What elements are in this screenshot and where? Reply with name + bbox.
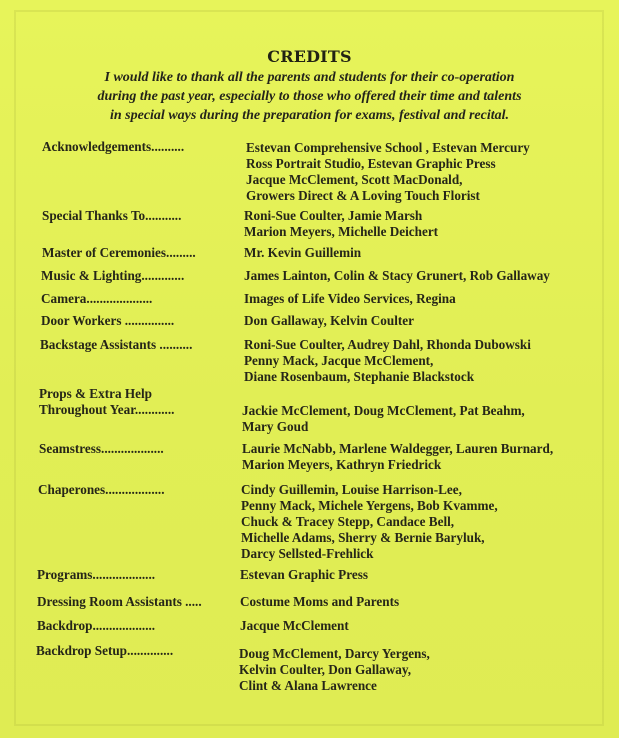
credit-name-line: Diane Rosenbaum, Stephanie Blackstock (244, 369, 475, 384)
credit-name-line: Growers Direct & A Loving Touch Florist (246, 188, 480, 203)
credit-names (242, 403, 525, 435)
credit-names (242, 441, 553, 473)
intro-line: in special ways during the preparation for exams, festival and recital. (109, 108, 509, 123)
credit-seamstress (39, 441, 609, 473)
credit-label: Chaperones.................. (38, 482, 165, 497)
credit-name-line: Cindy Guillemin, Louise Harrison-Lee, (241, 482, 462, 497)
intro-line: during the past year, especially to those who offered their time and talents (97, 89, 522, 104)
credit-label: Props & Extra Help (39, 386, 152, 401)
credit-label: Throughout Year............ (39, 402, 175, 417)
credit-music-lighting (41, 268, 601, 284)
credit-names (241, 482, 498, 562)
credit-backstage-assistants (40, 337, 600, 385)
credit-name-line: Penny Mack, Michele Yergens, Bob Kvamme, (241, 498, 498, 513)
credit-label: Master of Ceremonies......... (42, 245, 196, 260)
credit-name-line: Ross Portrait Studio, Estevan Graphic Press (246, 156, 496, 171)
credit-name-line: Marion Meyers, Kathryn Friedrick (242, 457, 442, 472)
credit-names (239, 646, 430, 694)
credit-name-line: Penny Mack, Jacque McClement, (244, 353, 434, 368)
credit-name-line: Jacque McClement (240, 618, 349, 633)
intro-line: I would like to thank all the parents and students for their co-operation (104, 70, 515, 85)
credit-name-line: Michelle Adams, Sherry & Bernie Baryluk, (241, 530, 485, 545)
credit-door-workers (41, 313, 601, 329)
credit-label: Seamstress................... (39, 441, 164, 456)
credit-label: Door Workers ............... (41, 313, 175, 328)
credit-name-line: Mr. Kevin Guillemin (244, 245, 362, 260)
credit-label: Backdrop................... (37, 618, 156, 633)
credit-name-line: Chuck & Tracey Stepp, Candace Bell, (241, 514, 455, 529)
credit-name-line: Kelvin Coulter, Don Gallaway, (239, 662, 412, 677)
credit-name-line: Clint & Alana Lawrence (239, 678, 377, 693)
credit-label: Backdrop Setup.............. (36, 643, 174, 658)
credit-names (240, 594, 399, 610)
credit-names (244, 313, 414, 329)
credit-name-line: Darcy Sellsted-Frehlick (241, 546, 374, 561)
credit-backdrop-setup (36, 643, 596, 691)
credit-name-line: Doug McClement, Darcy Yergens, (239, 646, 430, 661)
credits-title: CREDITS (267, 47, 352, 66)
credit-name-line: Roni-Sue Coulter, Audrey Dahl, Rhonda Dubowski (244, 337, 531, 352)
credit-label: Acknowledgements.......... (42, 139, 185, 154)
credit-names (244, 291, 456, 307)
credit-name-line: Marion Meyers, Michelle Deichert (244, 224, 439, 239)
credit-names (244, 337, 531, 385)
credit-name-line: Estevan Comprehensive School , Estevan Mercury (246, 140, 530, 155)
credit-props-extra-help (39, 386, 599, 434)
credit-names (240, 618, 349, 634)
intro-paragraph (40, 68, 579, 125)
credit-label: Music & Lighting............. (41, 268, 185, 283)
credit-names (246, 140, 530, 204)
credit-name-line: Mary Goud (242, 419, 309, 434)
credit-camera (41, 291, 601, 307)
credit-backdrop (37, 618, 597, 634)
credit-name-line: James Lainton, Colin & Stacy Grunert, Rob Gallaway (244, 268, 550, 283)
credit-name-line: Images of Life Video Services, Regina (244, 291, 456, 306)
credit-master-of-ceremonies (42, 245, 602, 261)
credit-name-line: Laurie McNabb, Marlene Waldegger, Lauren Burnard, (242, 441, 554, 456)
credit-label: Dressing Room Assistants ..... (37, 594, 202, 609)
credit-names (244, 245, 361, 261)
credit-name-line: Don Gallaway, Kelvin Coulter (244, 313, 414, 328)
credit-name-line: Estevan Graphic Press (240, 567, 368, 582)
credit-chaperones (38, 482, 598, 562)
credit-programs (37, 567, 597, 583)
credit-name-line: Jacque McClement, Scott MacDonald, (246, 172, 463, 187)
credit-label: Programs................... (37, 567, 156, 582)
credit-names (244, 268, 550, 284)
credit-label: Special Thanks To........... (42, 208, 182, 223)
credit-names (244, 208, 438, 240)
credit-label: Camera.................... (41, 291, 153, 306)
credit-label: Backstage Assistants .......... (40, 337, 193, 352)
credit-name-line: Jackie McClement, Doug McClement, Pat Beahm, (242, 403, 525, 418)
credit-acknowledgements (42, 139, 602, 203)
credit-special-thanks (42, 208, 602, 240)
credit-name-line: Costume Moms and Parents (240, 594, 400, 609)
credit-dressing-room-assistants (37, 594, 597, 610)
credit-name-line: Roni-Sue Coulter, Jamie Marsh (244, 208, 423, 223)
credit-names (240, 567, 368, 583)
